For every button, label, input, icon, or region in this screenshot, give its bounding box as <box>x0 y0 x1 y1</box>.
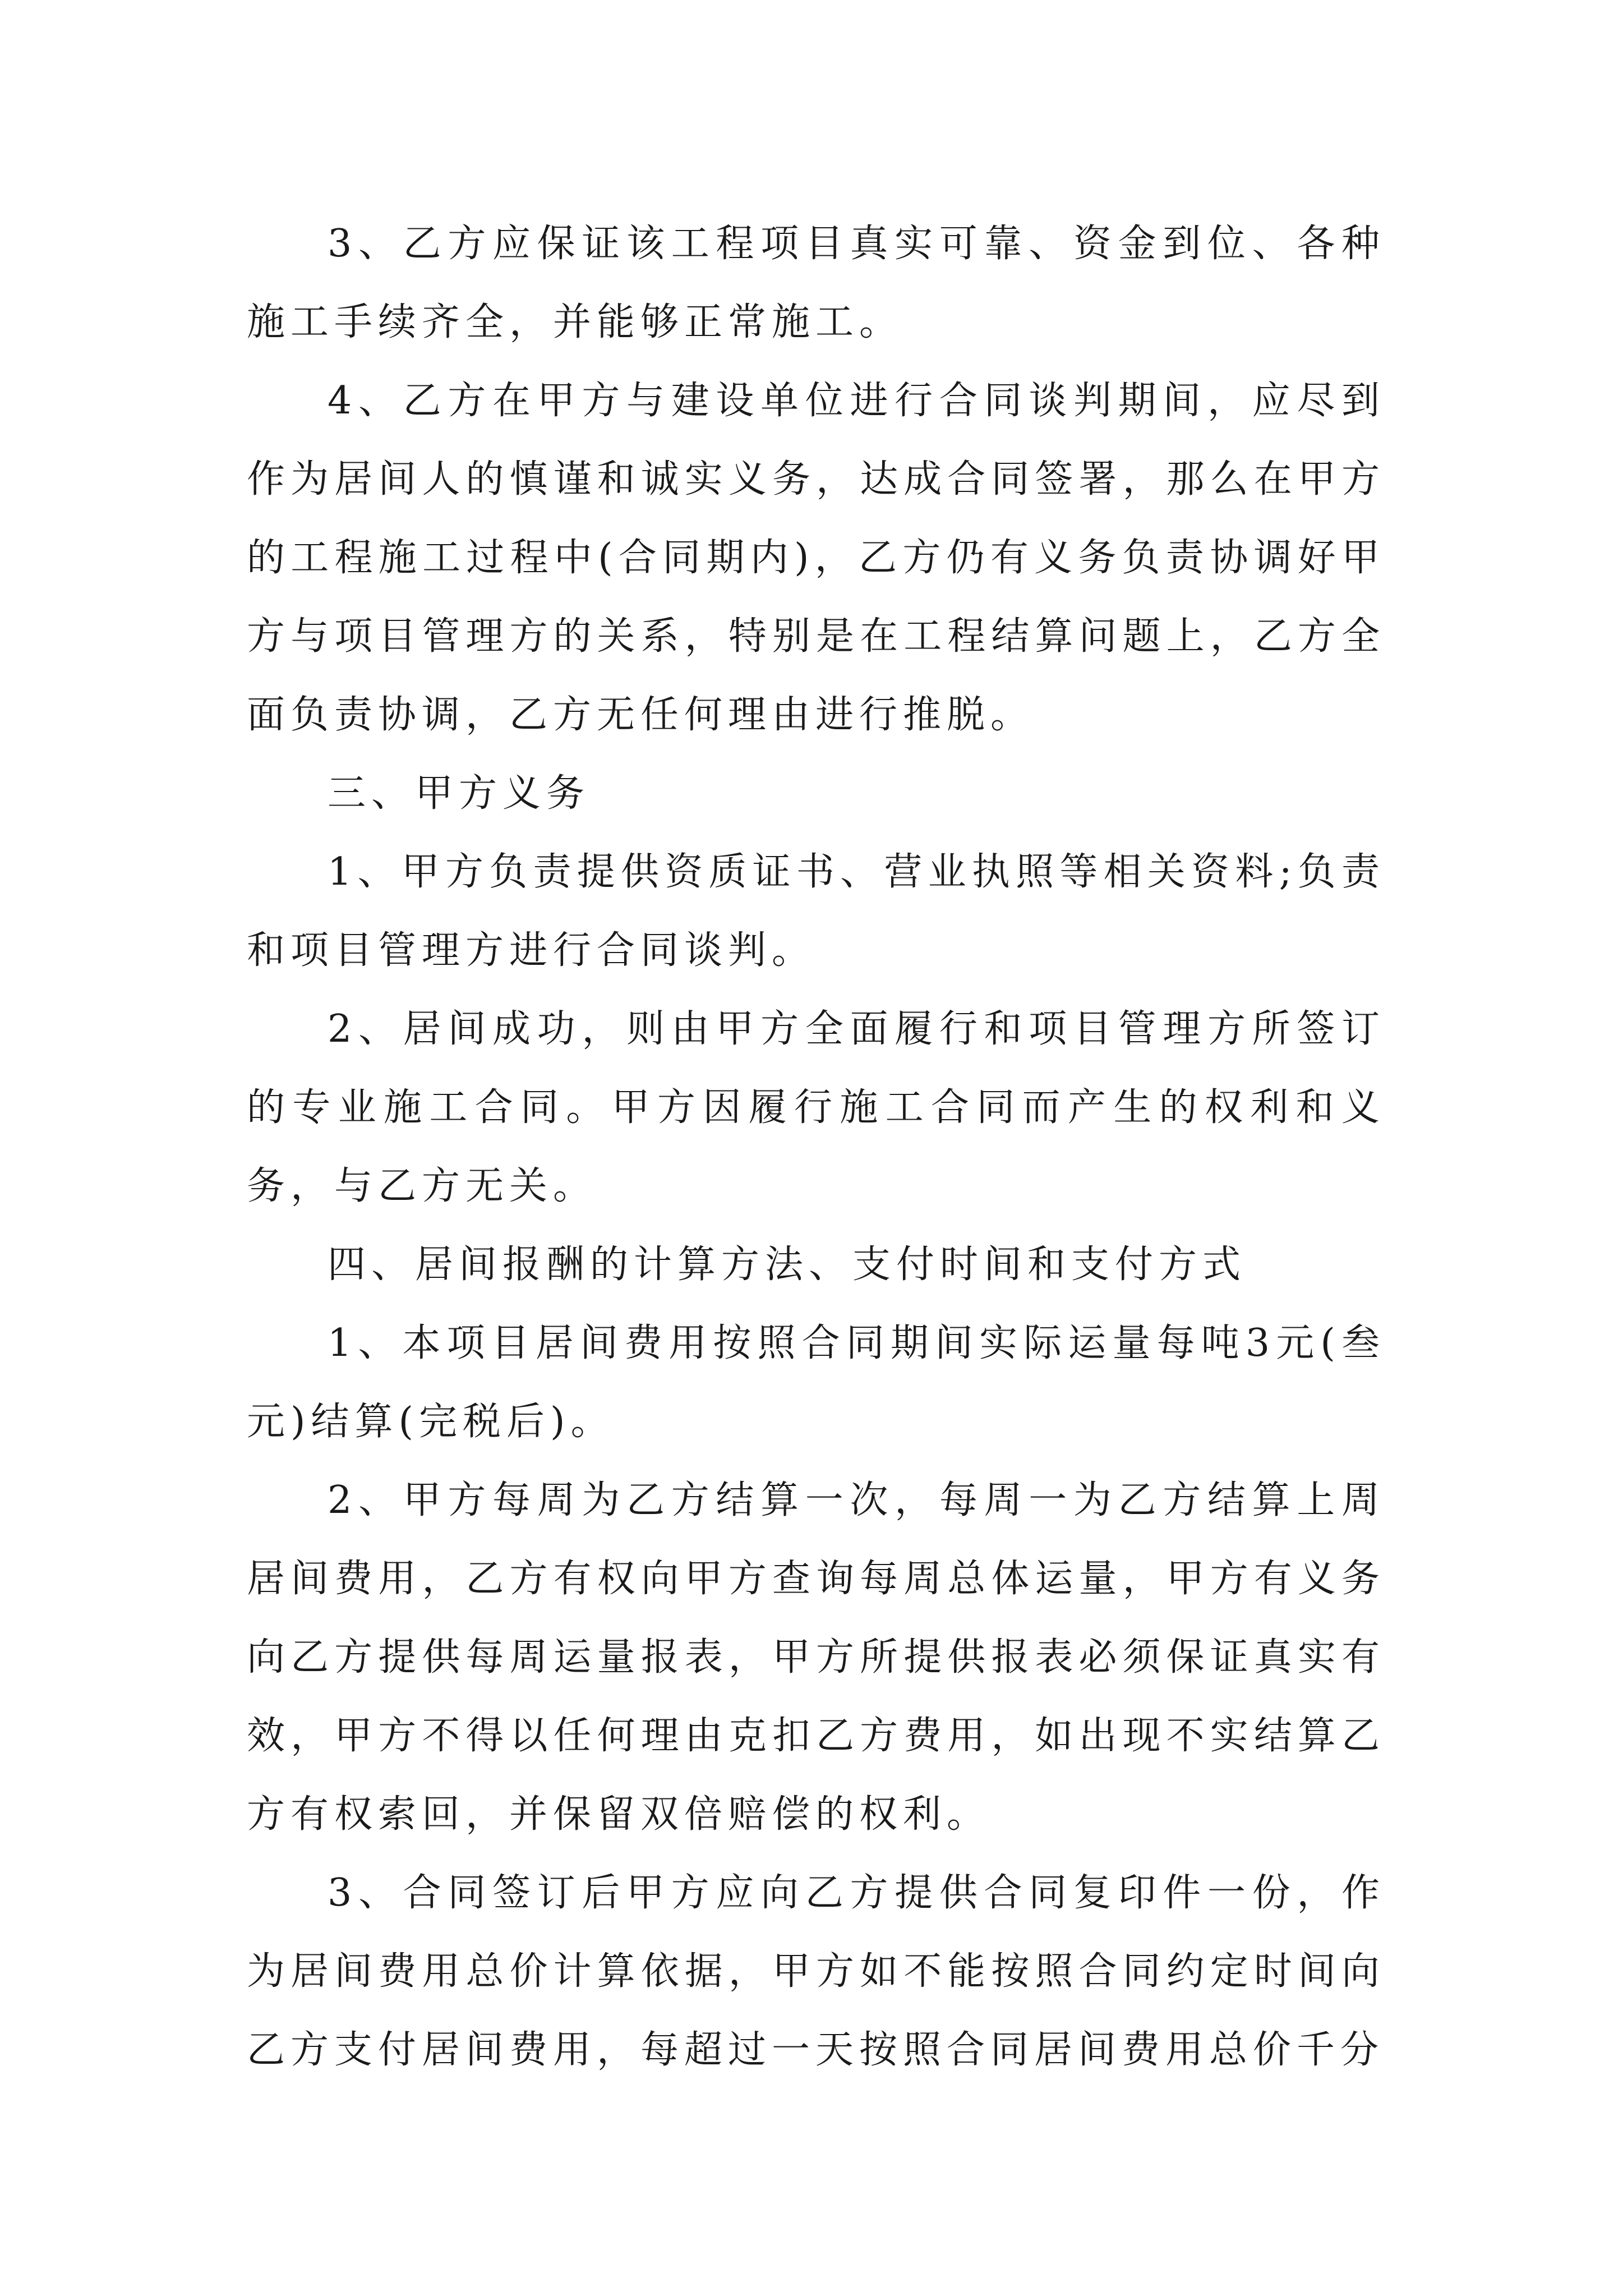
section-heading-party-a-obligations: 三、甲方义务 <box>328 771 591 816</box>
paragraph-item-4: 4、乙方在甲方与建设单位进行合同谈判期间，应尽到作为居间人的慎谨和诚实义务，达成合同签署，那么在甲方的工程施工过程中(合同期内)，乙方仍有义务负责协调好甲方与项目管理方的关系，特别是在工程结算问题上，乙方全面负责协调，乙方无任何理由进行推脱。 <box>247 379 1385 737</box>
paragraph-party-a-item-1: 1、甲方负责提供资质证书、营业执照等相关资料;负责和项目管理方进行合同谈判。 <box>247 850 1385 973</box>
paragraph-remuneration-item-1: 1、本项目居间费用按照合同期间实际运量每吨3元(叁元)结算(完税后)。 <box>247 1321 1385 1444</box>
section-heading-remuneration: 四、居间报酬的计算方法、支付时间和支付方式 <box>328 1243 1247 1287</box>
paragraph-remuneration-item-2: 2、甲方每周为乙方结算一次，每周一为乙方结算上周居间费用，乙方有权向甲方查询每周总体运量，甲方有义务向乙方提供每周运量报表，甲方所提供报表必须保证真实有效，甲方不得以任何理由克扣乙方费用，如出现不实结算乙方有权索回，并保留双倍赔偿的权利。 <box>247 1478 1385 1837</box>
paragraph-remuneration-item-3: 3、合同签订后甲方应向乙方提供合同复印件一份，作为居间费用总价计算依据，甲方如不能按照合同约定时间向乙方支付居间费用，每超过一天按照合同居间费用总价千分 <box>247 1871 1385 2072</box>
paragraph-item-3: 3、乙方应保证该工程项目真实可靠、资金到位、各种施工手续齐全，并能够正常施工。 <box>247 222 1385 344</box>
paragraph-party-a-item-2: 2、居间成功，则由甲方全面履行和项目管理方所签订的专业施工合同。甲方因履行施工合同而产生的权利和义务，与乙方无关。 <box>247 1007 1385 1208</box>
document-body <box>247 205 1385 2090</box>
